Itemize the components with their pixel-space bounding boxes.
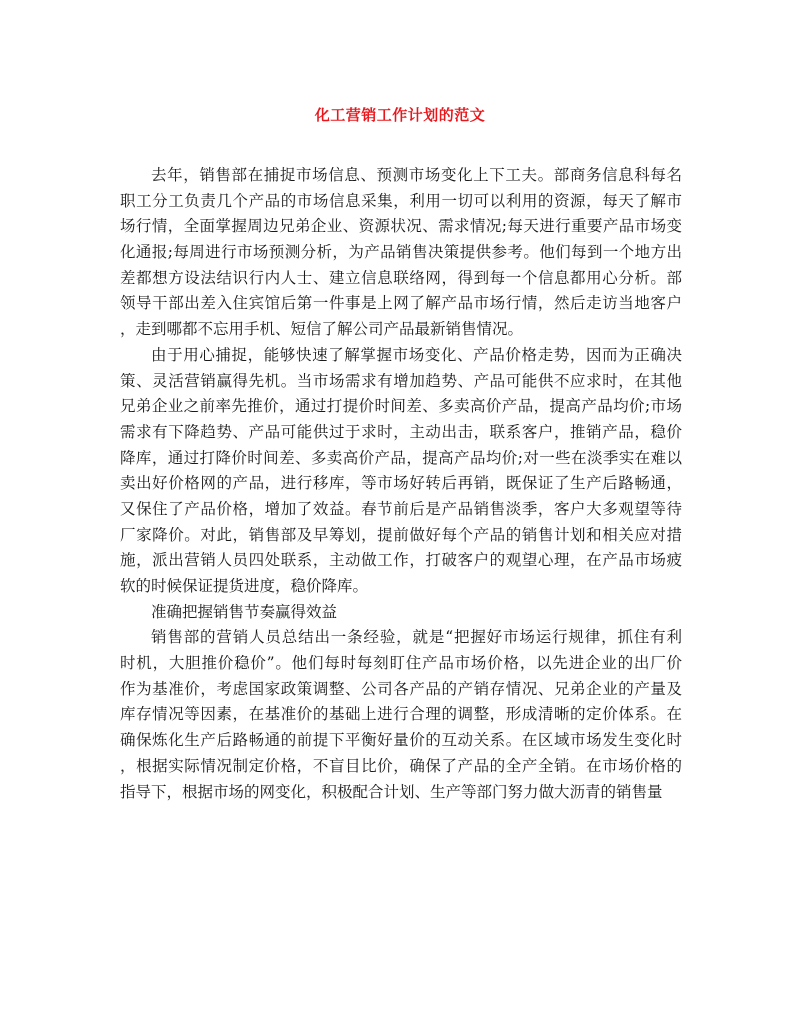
text-line: 作为基准价，考虑国家政策调整、公司各产品的产销存情况、兄弟企业的产量及 bbox=[120, 679, 682, 698]
text-line: 场行情，全面掌握周边兄弟企业、资源状况、需求情况;每天进行重要产品市场变 bbox=[120, 217, 682, 236]
text-line: 去年，销售部在捕捉市场信息、预测市场变化上下工夫。部商务信息科每名 bbox=[151, 166, 682, 184]
text-line: 销售部的营销人员总结出一条经验，就是“把握好市场运行规律，抓住有利 bbox=[151, 628, 682, 647]
text-line: 厂家降价。对此，销售部及早筹划，提前做好每个产品的销售计划和相关应对措 bbox=[120, 525, 682, 544]
paragraph bbox=[120, 343, 682, 600]
text-line: 化通报;每周进行市场预测分析，为产品销售决策提供参考。他们每到一个地方出 bbox=[120, 243, 682, 262]
text-line: 软的时候保证提货进度，稳价降库。 bbox=[120, 577, 369, 595]
text-line: ，走到哪都不忘用手机、短信了解公司产品最新销售情况。 bbox=[120, 320, 524, 339]
text-line: 库存情况等因素，在基准价的基础上进行合理的调整，形成清晰的定价体系。在 bbox=[120, 705, 682, 724]
paragraph bbox=[120, 600, 682, 626]
text-line: 准确把握销售节奏赢得效益 bbox=[151, 602, 338, 621]
text-line: 降库，通过打降价时间差、多卖高价产品，提高产品均价;对一些在淡季实在难以 bbox=[120, 448, 682, 467]
text-line: 策、灵活营销赢得先机。当市场需求有增加趋势、产品可能供不应求时，在其他 bbox=[120, 371, 682, 390]
text-line: 需求有下降趋势、产品可能供过于求时，主动出击，联系客户，推销产品，稳价 bbox=[120, 422, 682, 441]
text-line: 兄弟企业之前率先推价，通过打提价时间差、多卖高价产品，提高产品均价;市场 bbox=[120, 397, 682, 416]
document-title: 化工营销工作计划的范文 bbox=[314, 106, 486, 124]
paragraph bbox=[120, 163, 682, 343]
text-line: 职工分工负责几个产品的市场信息采集，利用一切可以利用的资源，每天了解市 bbox=[120, 191, 682, 210]
text-line: 又保住了产品价格，增加了效益。春节前后是产品销售淡季，客户大多观望等待 bbox=[120, 499, 682, 518]
text-line: ，根据实际情况制定价格，不盲目比价，确保了产品的全产全销。在市场价格的 bbox=[120, 756, 682, 775]
text-line: 时机，大胆推价稳价”。他们每时每刻盯住产品市场价格，以先进企业的出厂价 bbox=[120, 654, 682, 673]
document-body bbox=[120, 163, 682, 805]
text-line: 施，派出营销人员四处联系，主动做工作，打破客户的观望心理，在产品市场疲 bbox=[120, 551, 682, 570]
text-line: 领导干部出差入住宾馆后第一件事是上网了解产品市场行情，然后走访当地客户 bbox=[120, 294, 682, 313]
text-line: 由于用心捕捉，能够快速了解掌握市场变化、产品价格走势，因而为正确决 bbox=[151, 345, 682, 364]
text-line: 卖出好价格网的产品，进行移库，等市场好转后再销，既保证了生产后路畅通， bbox=[120, 474, 682, 493]
text-line: 确保炼化生产后路畅通的前提下平衡好量价的互动关系。在区域市场发生变化时 bbox=[120, 731, 682, 750]
text-line: 指导下，根据市场的网变化，积极配合计划、生产等部门努力做大沥青的销售量 bbox=[120, 782, 663, 801]
text-line: 差都想方设法结识行内人士、建立信息联络网，得到每一个信息都用心分析。部 bbox=[120, 268, 682, 287]
paragraph bbox=[120, 625, 682, 805]
